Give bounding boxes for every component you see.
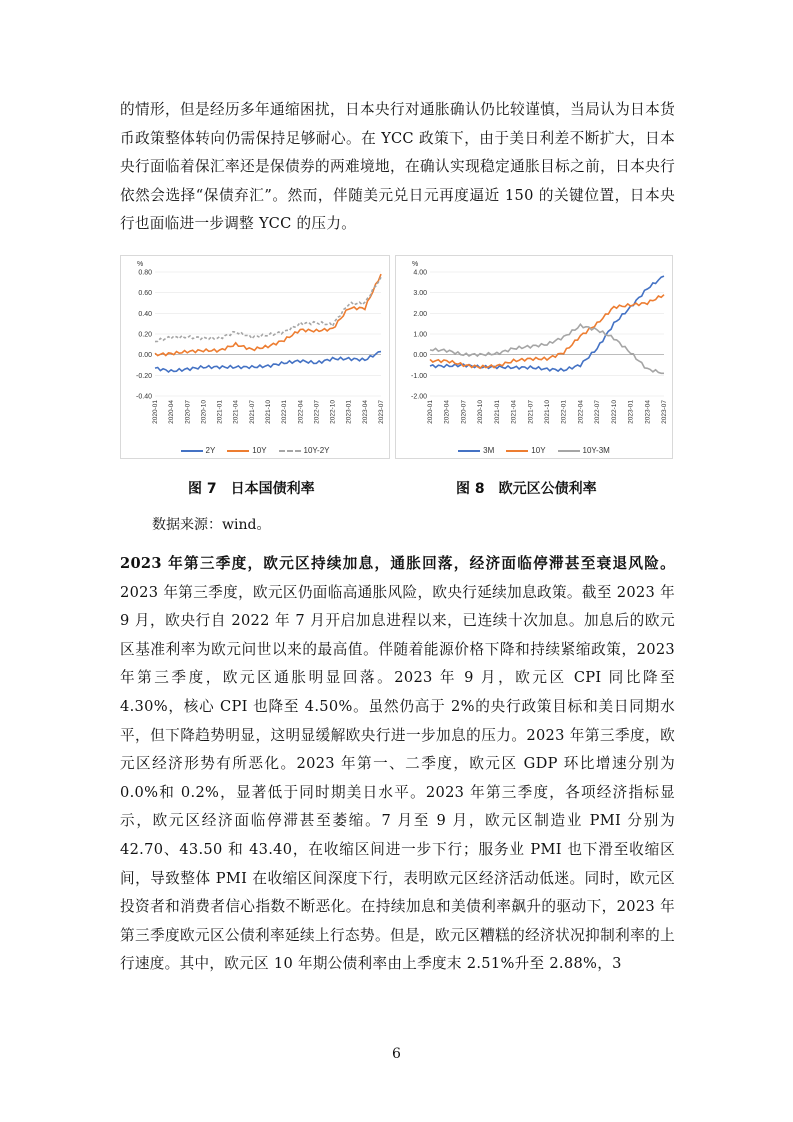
figure-7-title: 日本国债利率 [230,481,315,497]
x-tick-label: 2020-07 [460,400,468,424]
x-tick-label: 2022-07 [313,400,321,424]
legend-label: 10Y-3M [582,446,610,455]
legend-item [227,446,266,455]
unit-label: % [137,261,144,268]
x-tick-label: 2020-04 [168,400,176,424]
x-tick-label: 2020-10 [200,400,208,424]
figure-8-number: 图 8 [456,481,485,497]
x-tick-label: 2023-07 [378,400,385,424]
y-tick-label: 4.00 [413,269,427,277]
x-tick-label: 2022-07 [594,400,602,424]
y-tick-label: 0.40 [138,310,152,318]
y-tick-label: 0.20 [138,331,152,339]
x-tick-label: 2023-01 [345,400,353,424]
figure-8-title: 欧元区公债利率 [498,481,597,497]
paragraph-eurozone [120,550,675,979]
figure-7-caption [188,478,329,498]
x-tick-label: 2022-04 [297,400,305,424]
x-tick-label: 2021-10 [265,400,272,424]
chart-japan-legend [121,446,389,455]
x-tick-label: 2022-04 [577,400,585,424]
x-tick-label: 2021-07 [248,400,256,424]
legend-swatch [227,450,249,452]
series-line-10y [430,295,664,369]
legend-item [558,446,610,455]
x-tick-label: 2020-07 [184,400,192,424]
page-number: 6 [392,1046,401,1062]
series-line-3m [430,276,664,371]
y-tick-label: -1.00 [411,372,427,380]
chart-euro-bond-yields [395,255,673,459]
paragraph-eurozone-body: 2023 年第三季度，欧元区仍面临高通胀风险，欧央行延续加息政策。截至 2023 年 9 月，欧央行自 2022 年 7 月开启加息进程以来，已连续十次加息。加息后的欧元区基准利率为欧元问世以来的最高值。伴随着能源价格下降和持续紧缩政策，2023 年第三季度，欧元区通胀明显回落。2023 年 9 月，欧元区 CPI 同比降至 4.30%，核心 CPI 也降至 4.50%。虽然仍高于 2%的央行政策目标和美日同期水平，但下降趋势明显，这明显缓解欧央行进一步加息的压力。2023 年第三季度，欧元区经济形势有所恶化。2023 年第一、二季度，欧元区 GDP 环比增速分别为 0.0%和 0.2%，显著低于同时期美日水平。2023 年第三季度，各项经济指标显示，欧元区经济面临停滞甚至萎缩。7 月至 9 月，欧元区制造业 PMI 分别为 42.70、43.50 和 43.40，在收缩区间进一步下行；服务业 PMI 也下滑至收缩区间，导致整体 PMI 在收缩区间深度下行，表明欧元区经济活动低迷。同时，欧元区投资者和消费者信心指数不断恶化。在持续加息和美债利率飙升的驱动下，2023 年第三季度欧元区公债利率延续上行态势。但是，欧元区糟糕的经济状况抑制利率的上行速度。其中，欧元区 10 年期公债利率由上季度末 2.51%升至 2.88%，3 [120,583,675,973]
legend-swatch [506,450,528,452]
x-tick-label: 2022-01 [281,400,289,424]
legend-item [458,446,494,455]
legend-swatch [558,450,580,452]
y-tick-label: 0.80 [138,269,152,277]
x-tick-label: 2022-10 [610,400,618,424]
x-tick-label: 2020-01 [427,400,434,424]
y-tick-label: -2.00 [411,393,427,401]
legend-swatch [181,450,203,452]
x-tick-label: 2020-04 [443,400,451,424]
legend-label: 10Y [531,446,546,455]
chart-japan-bond-yields [120,255,390,459]
legend-label: 3M [483,446,495,455]
x-tick-label: 2023-04 [361,400,369,424]
x-tick-label: 2021-01 [216,400,224,424]
unit-label: % [412,261,419,268]
legend-label: 10Y-2Y [303,446,330,455]
legend-item [279,446,330,455]
x-tick-label: 2023-04 [644,400,652,424]
y-tick-label: 0.60 [138,290,152,298]
x-tick-label: 2020-10 [477,400,485,424]
chart-euro-svg [396,256,672,458]
legend-item [181,446,216,455]
paragraph-eurozone-lead: 2023 年第三季度，欧元区持续加息，通胀回落，经济面临停滞甚至衰退风险。 [120,555,675,572]
data-source: 数据来源：wind。 [152,517,271,533]
figure-7-number: 图 7 [188,481,217,497]
legend-swatch [279,450,301,452]
chart-japan-svg [121,256,389,458]
legend-swatch [458,450,480,452]
legend-item [506,446,545,455]
x-tick-label: 2021-07 [527,400,535,424]
y-tick-label: 0.00 [413,352,427,360]
figure-8-caption [456,478,611,498]
legend-label: 2Y [205,446,216,455]
x-tick-label: 2022-01 [560,400,568,424]
y-tick-label: 2.00 [413,310,427,318]
chart-euro-legend [396,446,672,455]
x-tick-label: 2020-01 [152,400,159,424]
x-tick-label: 2023-01 [627,400,635,424]
x-tick-label: 2021-04 [510,400,518,424]
legend-label: 10Y [252,446,267,455]
y-tick-label: -0.20 [136,372,152,380]
y-tick-label: 1.00 [413,331,427,339]
x-tick-label: 2021-10 [544,400,551,424]
x-tick-label: 2023-07 [661,400,668,424]
x-tick-label: 2021-04 [232,400,240,424]
y-tick-label: 0.00 [138,352,152,360]
y-tick-label: -0.40 [136,393,152,401]
series-line-10y [155,274,381,356]
x-tick-label: 2021-01 [493,400,501,424]
y-tick-label: 3.00 [413,290,427,298]
x-tick-label: 2022-10 [329,400,337,424]
paragraph-intro: 的情形，但是经历多年通缩困扰，日本央行对通胀确认仍比较谨慎，当局认为日本货币政策整体转向仍需保持足够耐心。在 YCC 政策下，由于美日利差不断扩大，日本央行面临着保汇率还是保债券的两难境地，在确认实现稳定通胀目标之前，日本央行依然会选择“保债弃汇”。然而，伴随美元兑日元再度逼近 150 的关键位置，日本央行也面临进一步调整 YCC 的压力。 [120,101,675,233]
